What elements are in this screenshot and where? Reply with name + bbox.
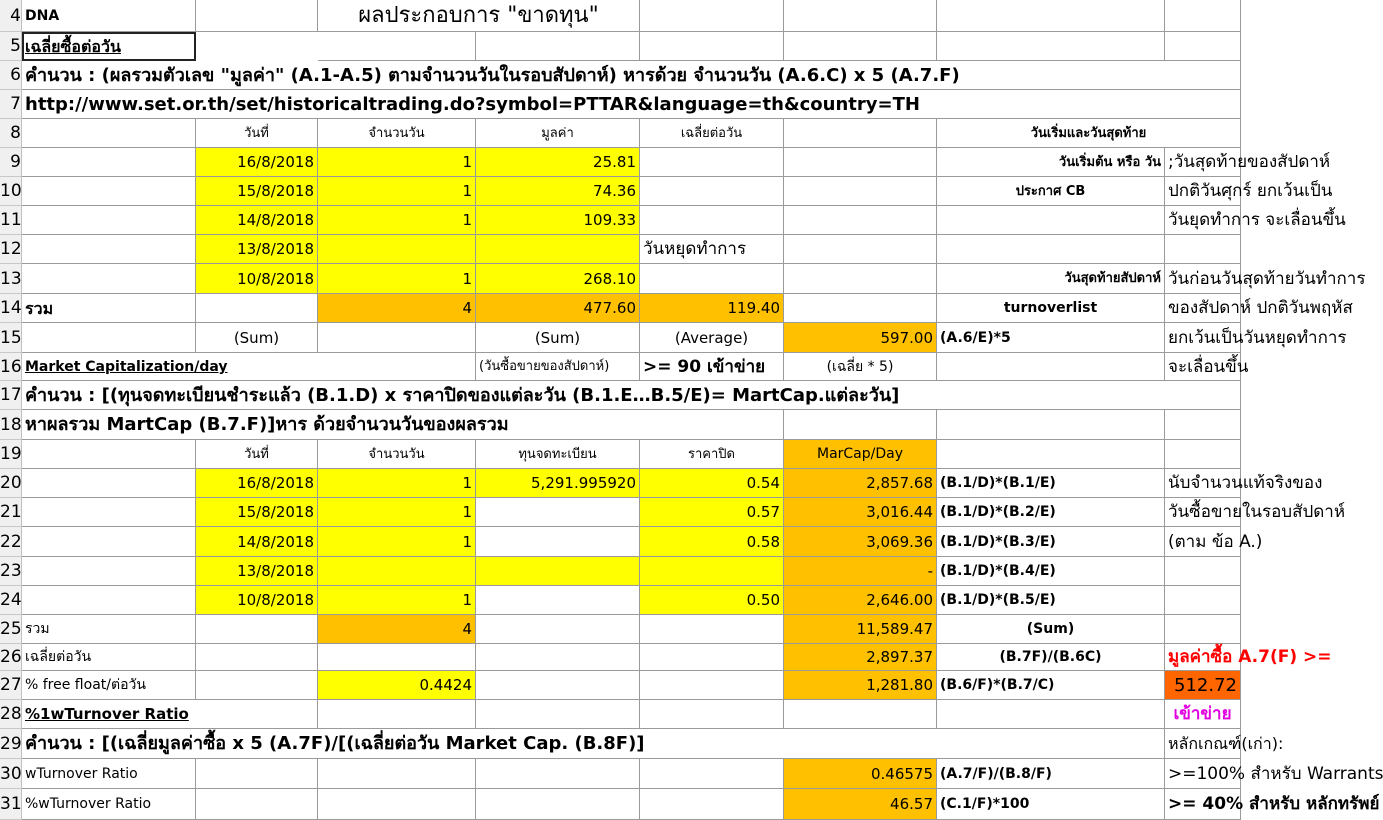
cell-r10-c[interactable]: 1 [318, 177, 476, 206]
row-header[interactable]: 19 [0, 440, 22, 469]
cell-r25-c[interactable]: 4 [318, 615, 476, 644]
cell-r4-h[interactable] [1165, 0, 1241, 32]
cell-r27-e[interactable] [640, 671, 784, 700]
cell-r21-b[interactable]: 15/8/2018 [196, 498, 318, 527]
cell-r24-a[interactable] [22, 586, 196, 615]
cell-r14-d[interactable]: 477.60 [476, 294, 640, 323]
cell-r27-b[interactable] [196, 671, 318, 700]
cell-r20-d[interactable]: 5,291.995920 [476, 469, 640, 498]
cell-r29-a[interactable]: คำนวน : [(เฉลี่ยมูลค่าซื้อ x 5 (A.7F)/[(เฉลี่ยต่อวัน Market Cap. (B.8F)] [22, 729, 1165, 759]
cell-r11-h[interactable]: วันยุดทำการ จะเลื่อนขึ้น [1165, 206, 1241, 235]
cell-r22-d[interactable] [476, 527, 640, 557]
cell-r24-g[interactable]: (B.1/D)*(B.5/E) [937, 586, 1165, 615]
cell-r24-f[interactable]: 2,646.00 [784, 586, 937, 615]
cell-r26-e[interactable] [640, 644, 784, 671]
cell-r31-b[interactable] [196, 789, 318, 820]
cell-r23-f[interactable]: - [784, 557, 937, 586]
cell-r5-d[interactable] [476, 32, 640, 61]
cell-r11-a[interactable] [22, 206, 196, 235]
cell-r4-c[interactable]: ผลประกอบการ "ขาดทุน" [318, 0, 640, 32]
cell-r29-h[interactable]: หลักเกณฑ์(เก่า): [1165, 729, 1241, 759]
row-header[interactable]: 25 [0, 615, 22, 644]
cell-r31-h[interactable]: >= 40% สำหรับ หลักทรัพย์ [1165, 789, 1241, 820]
cell-r5-a[interactable]: เฉลี่ยซื้อต่อวัน [22, 32, 196, 61]
cell-r11-d[interactable]: 109.33 [476, 206, 640, 235]
cell-r22-f[interactable]: 3,069.36 [784, 527, 937, 557]
row-header[interactable]: 24 [0, 586, 22, 615]
cell-r15-g[interactable]: (A.6/E)*5 [937, 323, 1165, 353]
cell-r31-a[interactable]: %wTurnover Ratio [22, 789, 196, 820]
row-header[interactable]: 13 [0, 264, 22, 294]
cell-r19-d[interactable]: ทุนจดทะเบียน [476, 440, 640, 469]
cell-r18-h[interactable] [1165, 410, 1241, 440]
cell-r27-d[interactable] [476, 671, 640, 700]
cell-r13-d[interactable]: 268.10 [476, 264, 640, 294]
cell-r10-b[interactable]: 15/8/2018 [196, 177, 318, 206]
cell-r14-a[interactable]: รวม [22, 294, 196, 323]
cell-r20-c[interactable]: 1 [318, 469, 476, 498]
cell-r26-c[interactable] [318, 644, 476, 671]
cell-r12-d[interactable] [476, 235, 640, 264]
cell-r9-g[interactable]: วันเริ่มต้น หรือ วัน [937, 148, 1165, 177]
cell-r21-g[interactable]: (B.1/D)*(B.2/E) [937, 498, 1165, 527]
cell-r23-a[interactable] [22, 557, 196, 586]
cell-r22-g[interactable]: (B.1/D)*(B.3/E) [937, 527, 1165, 557]
row-header[interactable]: 11 [0, 206, 22, 235]
cell-r16-d[interactable]: (วันซื้อขายของสัปดาห์) [476, 353, 640, 381]
cell-r4-g[interactable] [937, 0, 1165, 32]
cell-r20-a[interactable] [22, 469, 196, 498]
row-header[interactable]: 4 [0, 0, 22, 32]
row-header[interactable]: 26 [0, 644, 22, 671]
cell-r8-e[interactable]: เฉลี่ยต่อวัน [640, 119, 784, 148]
cell-r20-f[interactable]: 2,857.68 [784, 469, 937, 498]
cell-r11-c[interactable]: 1 [318, 206, 476, 235]
cell-r26-b[interactable] [196, 644, 318, 671]
cell-r23-d[interactable] [476, 557, 640, 586]
cell-r24-d[interactable] [476, 586, 640, 615]
cell-r21-a[interactable] [22, 498, 196, 527]
row-header[interactable]: 23 [0, 557, 22, 586]
cell-r13-e[interactable] [640, 264, 784, 294]
cell-r26-d[interactable] [476, 644, 640, 671]
cell-r11-b[interactable]: 14/8/2018 [196, 206, 318, 235]
cell-r15-e[interactable]: (Average) [640, 323, 784, 353]
row-header[interactable]: 8 [0, 119, 22, 148]
cell-r25-h[interactable] [1165, 615, 1241, 644]
cell-r4-e[interactable] [640, 0, 784, 32]
cell-r9-c[interactable]: 1 [318, 148, 476, 177]
cell-r23-e[interactable] [640, 557, 784, 586]
cell-r10-a[interactable] [22, 177, 196, 206]
cell-r27-a[interactable]: % free float/ต่อวัน [22, 671, 196, 700]
row-header[interactable]: 9 [0, 148, 22, 177]
cell-r24-c[interactable]: 1 [318, 586, 476, 615]
cell-r27-f[interactable]: 1,281.80 [784, 671, 937, 700]
cell-r8-b[interactable]: วันที่ [196, 119, 318, 148]
cell-r31-e[interactable] [640, 789, 784, 820]
cell-r9-e[interactable] [640, 148, 784, 177]
cell-r12-f[interactable] [784, 235, 937, 264]
cell-r13-g[interactable]: วันสุดท้ายสัปดาห์ [937, 264, 1165, 294]
cell-r28-c[interactable] [318, 700, 476, 729]
cell-r9-a[interactable] [22, 148, 196, 177]
cell-r12-h[interactable] [1165, 235, 1241, 264]
cell-r13-c[interactable]: 1 [318, 264, 476, 294]
cell-r14-b[interactable] [196, 294, 318, 323]
cell-r31-c[interactable] [318, 789, 476, 820]
cell-r12-g[interactable] [937, 235, 1165, 264]
cell-r15-a[interactable] [22, 323, 196, 353]
cell-r19-e[interactable]: ราคาปิด [640, 440, 784, 469]
cell-r20-g[interactable]: (B.1/D)*(B.1/E) [937, 469, 1165, 498]
cell-r28-g[interactable] [937, 700, 1165, 729]
cell-r10-e[interactable] [640, 177, 784, 206]
cell-r14-g[interactable]: turnoverlist [937, 294, 1165, 323]
cell-r11-f[interactable] [784, 206, 937, 235]
row-header[interactable]: 30 [0, 759, 22, 789]
cell-r12-c[interactable] [318, 235, 476, 264]
cell-r16-h[interactable]: จะเลื่อนขึ้น [1165, 353, 1241, 381]
cell-r4-a[interactable]: DNA [22, 0, 196, 32]
cell-r9-d[interactable]: 25.81 [476, 148, 640, 177]
row-header[interactable]: 18 [0, 410, 22, 440]
row-header[interactable]: 10 [0, 177, 22, 206]
cell-r15-f[interactable]: 597.00 [784, 323, 937, 353]
cell-r14-f[interactable] [784, 294, 937, 323]
cell-r25-e[interactable] [640, 615, 784, 644]
cell-r19-f[interactable]: MarCap/Day [784, 440, 937, 469]
row-header[interactable]: 7 [0, 90, 22, 119]
cell-r11-e[interactable] [640, 206, 784, 235]
cell-r14-h[interactable]: ของสัปดาห์ ปกติวันพฤหัส [1165, 294, 1241, 323]
cell-r30-f[interactable]: 0.46575 [784, 759, 937, 789]
cell-r15-h[interactable]: ยกเว้นเป็นวันหยุดทำการ [1165, 323, 1241, 353]
cell-r30-e[interactable] [640, 759, 784, 789]
cell-r30-c[interactable] [318, 759, 476, 789]
cell-r27-c[interactable]: 0.4424 [318, 671, 476, 700]
cell-r28-f[interactable] [784, 700, 937, 729]
cell-r25-d[interactable] [476, 615, 640, 644]
cell-r23-c[interactable] [318, 557, 476, 586]
cell-r27-g[interactable]: (B.6/F)*(B.7/C) [937, 671, 1165, 700]
cell-r26-f[interactable]: 2,897.37 [784, 644, 937, 671]
cell-r20-h[interactable]: นับจำนวนแท้จริงของ [1165, 469, 1241, 498]
cell-r8-g[interactable]: วันเริ่มและวันสุดท้าย [937, 119, 1241, 148]
cell-r5-f[interactable] [784, 32, 937, 61]
cell-r13-a[interactable] [22, 264, 196, 294]
cell-r16-f[interactable]: (เฉลี่ย * 5) [784, 353, 937, 381]
cell-r10-f[interactable] [784, 177, 937, 206]
cell-r12-e[interactable]: วันหยุดทำการ [640, 235, 784, 264]
cell-r19-a[interactable] [22, 440, 196, 469]
cell-r28-e[interactable] [640, 700, 784, 729]
cell-r26-a[interactable]: เฉลี่ยต่อวัน [22, 644, 196, 671]
cell-r31-f[interactable]: 46.57 [784, 789, 937, 820]
cell-r20-e[interactable]: 0.54 [640, 469, 784, 498]
cell-r14-c[interactable]: 4 [318, 294, 476, 323]
cell-r18-f[interactable] [784, 410, 937, 440]
cell-r26-g[interactable]: (B.7F)/(B.6C) [937, 644, 1165, 671]
cell-r4-f[interactable] [784, 0, 937, 32]
cell-r22-e[interactable]: 0.58 [640, 527, 784, 557]
row-header[interactable]: 27 [0, 671, 22, 700]
cell-r30-a[interactable]: wTurnover Ratio [22, 759, 196, 789]
cell-r16-g[interactable] [937, 353, 1165, 381]
cell-r21-e[interactable]: 0.57 [640, 498, 784, 527]
row-header[interactable]: 20 [0, 469, 22, 498]
cell-r18-a[interactable]: หาผลรวม MartCap (B.7.F)]หาร ด้วยจำนวนวันของผลรวม [22, 410, 784, 440]
row-header[interactable]: 14 [0, 294, 22, 323]
cell-r8-c[interactable]: จำนวนวัน [318, 119, 476, 148]
cell-r25-a[interactable]: รวม [22, 615, 196, 644]
cell-r22-c[interactable]: 1 [318, 527, 476, 557]
cell-r15-c[interactable] [318, 323, 476, 353]
cell-r30-b[interactable] [196, 759, 318, 789]
cell-r8-f[interactable] [784, 119, 937, 148]
cell-r10-g[interactable]: ประกาศ CB [937, 177, 1165, 206]
cell-r5-g[interactable] [937, 32, 1165, 61]
row-header[interactable]: 6 [0, 61, 22, 90]
cell-r9-f[interactable] [784, 148, 937, 177]
cell-r28-d[interactable] [476, 700, 640, 729]
cell-r5-c[interactable] [318, 32, 476, 61]
row-header[interactable]: 16 [0, 353, 22, 381]
cell-r21-h[interactable]: วันซื้อขายในรอบสัปดาห์ [1165, 498, 1241, 527]
cell-r12-a[interactable] [22, 235, 196, 264]
cell-r12-b[interactable]: 13/8/2018 [196, 235, 318, 264]
cell-r5-h[interactable] [1165, 32, 1241, 61]
cell-r11-g[interactable] [937, 206, 1165, 235]
cell-r6-a[interactable]: คำนวน : (ผลรวมตัวเลข "มูลค่า" (A.1-A.5) ตามจำนวนวันในรอบสัปดาห์) หารด้วย จำนวนวัน (A.6.C) x 5 (A.7.F) [22, 61, 1241, 90]
cell-r19-c[interactable]: จำนวนวัน [318, 440, 476, 469]
cell-r20-b[interactable]: 16/8/2018 [196, 469, 318, 498]
cell-r24-h[interactable] [1165, 586, 1241, 615]
cell-r22-a[interactable] [22, 527, 196, 557]
cell-r25-b[interactable] [196, 615, 318, 644]
cell-r10-d[interactable]: 74.36 [476, 177, 640, 206]
cell-r9-b[interactable]: 16/8/2018 [196, 148, 318, 177]
cell-r21-d[interactable] [476, 498, 640, 527]
cell-r30-g[interactable]: (A.7/F)/(B.8/F) [937, 759, 1165, 789]
cell-r28-h[interactable]: เข้าข่าย [1165, 700, 1241, 729]
cell-r28-a[interactable]: %1wTurnover Ratio [22, 700, 318, 729]
cell-r10-h[interactable]: ปกติวันศุกร์ ยกเว้นเป็น [1165, 177, 1241, 206]
cell-r13-f[interactable] [784, 264, 937, 294]
cell-r5-e[interactable] [640, 32, 784, 61]
cell-r30-h[interactable]: >=100% สำหรับ Warrants [1165, 759, 1241, 789]
cell-r15-d[interactable]: (Sum) [476, 323, 640, 353]
cell-r19-g[interactable] [937, 440, 1165, 469]
cell-r16-a[interactable]: Market Capitalization/day [22, 353, 476, 381]
cell-r7-a[interactable]: http://www.set.or.th/set/historicaltrading.do?symbol=PTTAR&language=th&country=TH [22, 90, 1241, 119]
cell-r23-g[interactable]: (B.1/D)*(B.4/E) [937, 557, 1165, 586]
cell-r18-g[interactable] [937, 410, 1165, 440]
cell-r25-g[interactable]: (Sum) [937, 615, 1165, 644]
cell-r22-h[interactable]: (ตาม ข้อ A.) [1165, 527, 1241, 557]
cell-r9-h[interactable]: ;วันสุดท้ายของสัปดาห์ [1165, 148, 1241, 177]
row-header[interactable]: 22 [0, 527, 22, 557]
cell-r19-b[interactable]: วันที่ [196, 440, 318, 469]
row-header[interactable]: 31 [0, 789, 22, 820]
cell-r17-a[interactable]: คำนวน : [(ทุนจดทะเบียนชำระแล้ว (B.1.D) x ราคาปิดของแต่ละวัน (B.1.E…B.5/E)= MartCap.แต่ละวัน] [22, 381, 1241, 410]
cell-r27-h[interactable]: 512.72 [1165, 671, 1241, 700]
cell-r15-b[interactable]: (Sum) [196, 323, 318, 353]
row-header[interactable]: 29 [0, 729, 22, 759]
cell-r13-h[interactable]: วันก่อนวันสุดท้ายวันทำการ [1165, 264, 1241, 294]
cell-r23-h[interactable] [1165, 557, 1241, 586]
cell-r31-g[interactable]: (C.1/F)*100 [937, 789, 1165, 820]
cell-r16-e[interactable]: >= 90 เข้าข่าย [640, 353, 784, 381]
cell-r14-e[interactable]: 119.40 [640, 294, 784, 323]
row-header[interactable]: 17 [0, 381, 22, 410]
cell-r23-b[interactable]: 13/8/2018 [196, 557, 318, 586]
cell-r26-h[interactable]: มูลค่าซื้อ A.7(F) >= [1165, 644, 1241, 671]
cell-r8-d[interactable]: มูลค่า [476, 119, 640, 148]
cell-r21-f[interactable]: 3,016.44 [784, 498, 937, 527]
cell-r19-h[interactable] [1165, 440, 1241, 469]
row-header[interactable]: 12 [0, 235, 22, 264]
row-header[interactable]: 28 [0, 700, 22, 729]
row-header[interactable]: 15 [0, 323, 22, 353]
cell-r21-c[interactable]: 1 [318, 498, 476, 527]
cell-r30-d[interactable] [476, 759, 640, 789]
cell-r24-b[interactable]: 10/8/2018 [196, 586, 318, 615]
row-header[interactable]: 21 [0, 498, 22, 527]
row-header[interactable]: 5 [0, 32, 22, 61]
cell-r13-b[interactable]: 10/8/2018 [196, 264, 318, 294]
cell-r25-f[interactable]: 11,589.47 [784, 615, 937, 644]
cell-r24-e[interactable]: 0.50 [640, 586, 784, 615]
cell-r22-b[interactable]: 14/8/2018 [196, 527, 318, 557]
cell-r8-a[interactable] [22, 119, 196, 148]
cell-r4-b[interactable] [196, 0, 318, 32]
cell-r31-d[interactable] [476, 789, 640, 820]
